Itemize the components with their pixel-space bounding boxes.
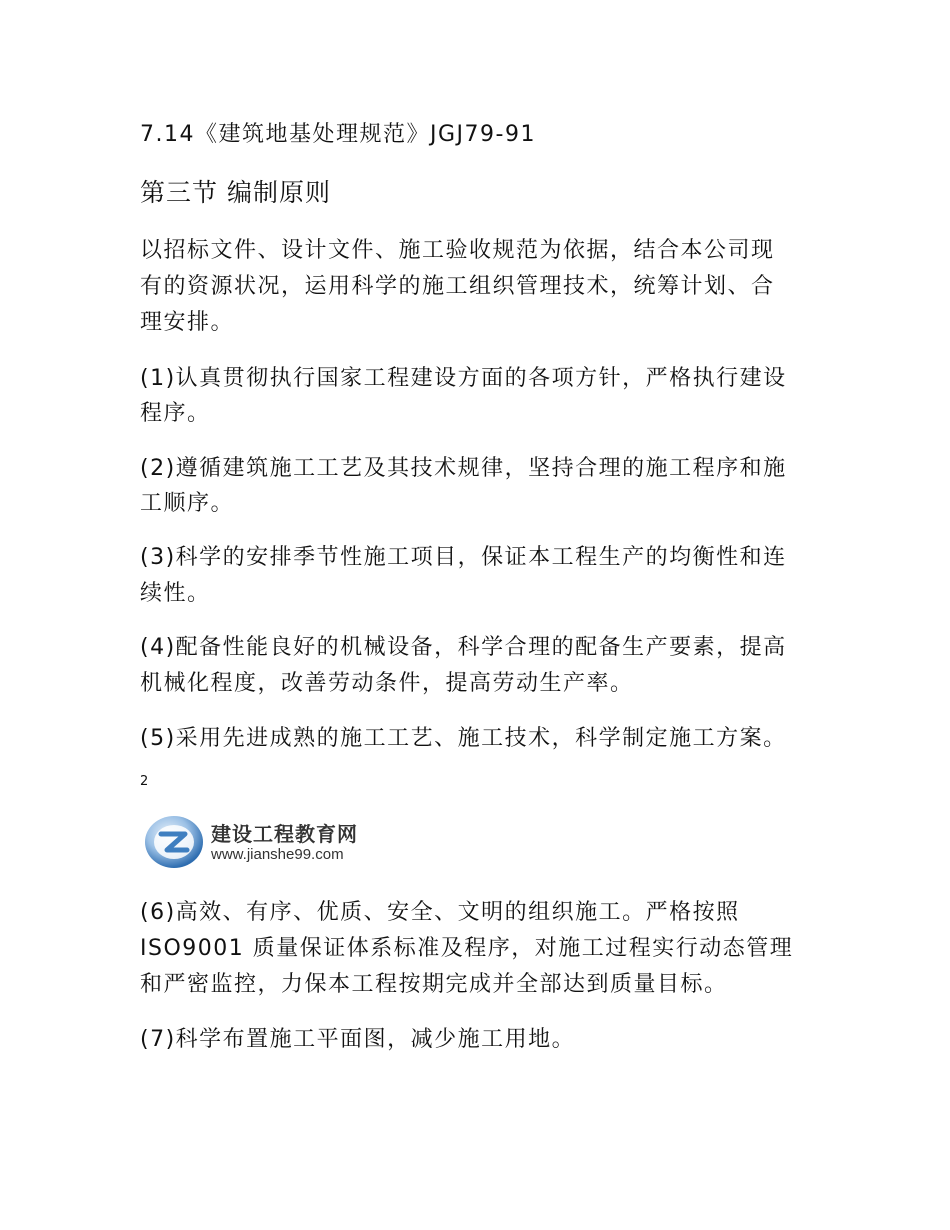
item-6-line-3: 和严密监控，力保本工程按期完成并全部达到质量目标。 [140,972,728,997]
item-5-line-1: (5)采用先进成熟的施工工艺、施工技术，科学制定施工方案。 [140,726,787,751]
item-6-line-1: (6)高效、有序、优质、安全、文明的组织施工。严格按照 [140,900,740,925]
item-7-line-1: (7)科学布置施工平面图，减少施工用地。 [140,1027,576,1052]
page-number: 2 [140,774,149,789]
reference-line: 7.14《建筑地基处理规范》JGJ79-91 [140,122,536,147]
item-2-line-1: (2)遵循建筑施工工艺及其技术规律，坚持合理的施工程序和施 [140,456,787,481]
item-1-line-2: 程序。 [140,401,211,426]
logo-name: 建设工程教育网 [211,822,358,846]
item-3-line-1: (3)科学的安排季节性施工项目，保证本工程生产的均衡性和连 [140,545,787,570]
intro-line-3: 理安排。 [140,310,235,335]
jianshe-logo [143,810,383,874]
item-2-line-2: 工顺序。 [140,491,235,516]
item-6-line-2: ISO9001 质量保证体系标准及程序，对施工过程实行动态管理 [140,936,794,961]
intro-line-1: 以招标文件、设计文件、施工验收规范为依据，结合本公司现 [140,238,775,263]
jianshe-logo-icon [143,810,205,872]
item-4-line-2: 机械化程度，改善劳动条件，提高劳动生产率。 [140,671,634,696]
item-4-line-1: (4)配备性能良好的机械设备，科学合理的配备生产要素，提高 [140,635,787,660]
logo-url: www.jianshe99.com [211,846,344,863]
intro-line-2: 有的资源状况，运用科学的施工组织管理技术，统筹计划、合 [140,274,775,299]
item-3-line-2: 续性。 [140,581,211,606]
item-1-line-1: (1)认真贯彻执行国家工程建设方面的各项方针，严格执行建设 [140,366,787,391]
section-title: 第三节 编制原则 [140,178,331,207]
